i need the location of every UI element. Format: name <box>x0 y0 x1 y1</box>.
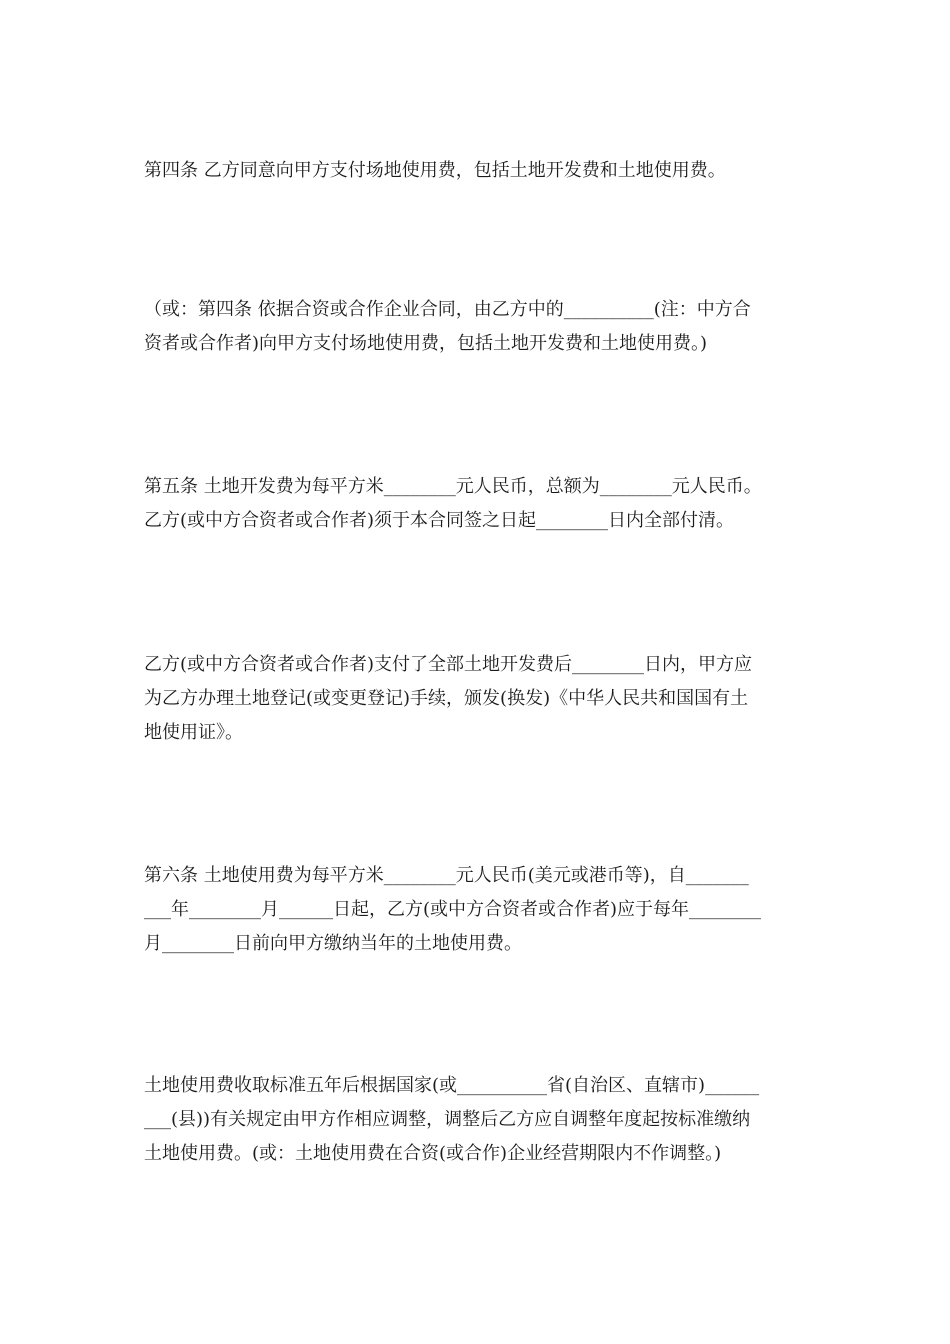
text-line: （或：第四条 依据合资或合作企业合同，由乙方中的__________(注：中方合 <box>144 299 751 320</box>
text-line: 乙方(或中方合资者或合作者)支付了全部土地开发费后________日内，甲方应 <box>144 654 753 675</box>
text-line: 月________日前向甲方缴纳当年的土地使用费。 <box>144 933 522 954</box>
text-line: 土地使用费收取标准五年后根据国家(或__________省(自治区、直辖市)______ <box>144 1075 760 1096</box>
text-line: 第六条 土地使用费为每平方米________元人民币(美元或港币等)，自_______ <box>144 865 749 886</box>
article-5-paragraph <box>144 470 808 538</box>
article-4-alternative-paragraph <box>144 293 808 361</box>
text-line: 第四条 乙方同意向甲方支付场地使用费，包括土地开发费和土地使用费。 <box>144 160 726 181</box>
text-line: ___(县))有关规定由甲方作相应调整，调整后乙方应自调整年度起按标准缴纳 <box>144 1109 751 1130</box>
text-line: ___年________月______日起，乙方(或中方合资者或合作者)应于每年________ <box>144 899 762 920</box>
text-line: 为乙方办理土地登记(或变更登记)手续，颁发(换发)《中华人民共和国国有土 <box>144 688 749 709</box>
land-registration-paragraph <box>144 648 808 750</box>
text-line: 土地使用费。(或：土地使用费在合资(或合作)企业经营期限内不作调整。) <box>144 1143 722 1164</box>
text-line: 资者或合作者)向甲方支付场地使用费，包括土地开发费和土地使用费。) <box>144 333 708 354</box>
text-line: 地使用证》。 <box>144 722 243 743</box>
fee-adjustment-paragraph <box>144 1069 808 1171</box>
article-4-paragraph <box>144 154 808 188</box>
text-line: 乙方(或中方合资者或合作者)须于本合同签之日起________日内全部付清。 <box>144 510 735 531</box>
text-line: 第五条 土地开发费为每平方米________元人民币，总额为________元人民币。 <box>144 476 762 497</box>
article-6-paragraph <box>144 859 808 961</box>
